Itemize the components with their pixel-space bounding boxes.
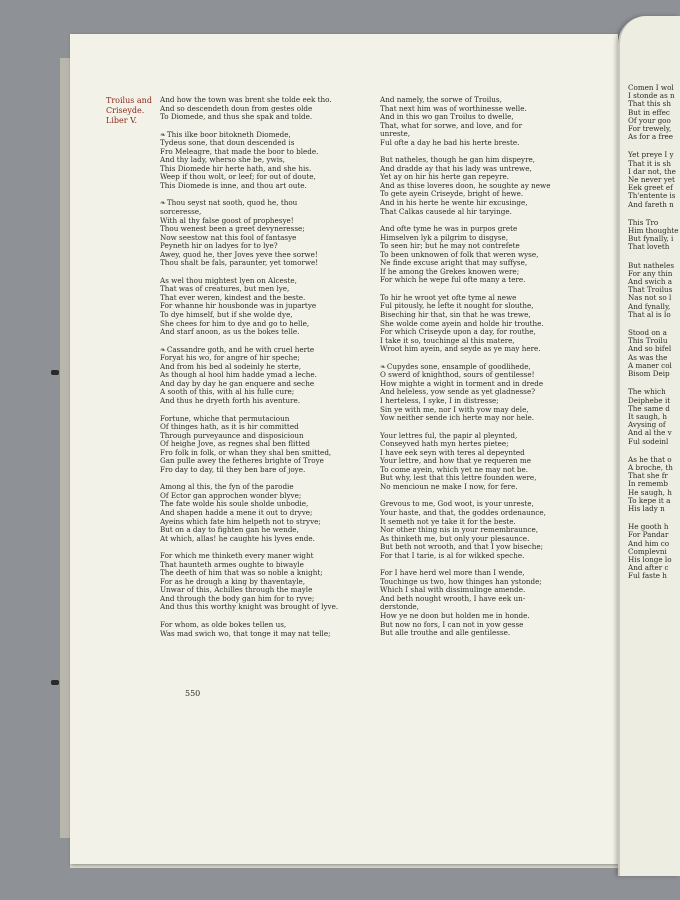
- facing-line: Him thoughte: [628, 226, 679, 236]
- facing-stanza: [628, 262, 679, 319]
- verse-line-text: How mighte a wight in torment and in drede: [380, 378, 544, 388]
- facing-line: But natheles: [628, 260, 675, 270]
- facing-stanza: [628, 456, 679, 513]
- facing-line: For trewely,: [628, 124, 672, 134]
- verse-line-text: And thus he dryeth forth his aventure.: [160, 395, 300, 405]
- verse-line-text: I have eek seyn with teres al depeynted: [380, 447, 525, 457]
- verse-line-text: That Calkas causede al hir taryinge.: [380, 206, 512, 216]
- verse-line-text: sorceresse,: [160, 207, 202, 217]
- stanza: [380, 363, 602, 423]
- verse-line-text: And shapen hadde a mene it out to dryve;: [160, 507, 313, 517]
- verse-line-text: And through the body gan him for to ryve;: [160, 593, 315, 603]
- verse-line-text: Cassandre goth, and he with cruel herte: [166, 344, 315, 354]
- left-text-column: [160, 96, 368, 647]
- verse-line: [380, 483, 602, 492]
- verse-line-text: To been unknowen of folk that weren wyse,: [380, 249, 539, 259]
- verse-line-text: To hir he wroot yet ofte tyme al newe: [380, 292, 517, 302]
- verse-line-text: A sooth of this, with al his fulle cure;: [160, 387, 295, 397]
- stanza: [160, 96, 368, 122]
- facing-line: Th'entente is: [628, 191, 676, 201]
- verse-line-text: To come ayein, which yet ne may not be.: [380, 464, 529, 474]
- facing-line: That it is sh: [628, 158, 671, 168]
- facing-line: As was the: [628, 352, 668, 362]
- facing-line: But in effec: [628, 107, 670, 117]
- facing-line: In rememb: [628, 479, 668, 489]
- facing-line: And him co: [628, 538, 670, 548]
- stanza: [380, 225, 602, 285]
- verse-line-text: But why, lest that this lettre founden were,: [380, 473, 537, 483]
- verse-line-text: Awey, quod he, ther Joves yeve thee sorwe!: [160, 249, 318, 259]
- stanza: [160, 621, 368, 638]
- facing-line: Avysing of: [628, 420, 666, 430]
- facing-line: Ful sodeinl: [628, 436, 669, 446]
- sidenote-line: Criseyde.: [106, 106, 145, 115]
- verse-line-text: Your lettres ful, the papir al pleynted,: [380, 430, 518, 440]
- facing-line: That Troilus: [628, 285, 673, 295]
- verse-line-text: Cupydes sone, ensample of goodlihede,: [386, 361, 531, 371]
- verse-line-text: Of thinges hath, as it is hir committed: [160, 422, 299, 432]
- stanza: [160, 346, 368, 406]
- fleuron-icon: ❧: [160, 199, 166, 208]
- verse-line-text: She chees for him to dye and go to helle,: [160, 318, 310, 328]
- verse-line-text: To seen hir; but he may not contrefete: [380, 241, 520, 251]
- verse-line-text: Among al this, the fyn of the parodie: [160, 482, 294, 492]
- facing-line: I dar not, the: [628, 166, 676, 176]
- stanza: [160, 277, 368, 337]
- facing-line: His lady n: [628, 503, 665, 513]
- facing-line: As he that o: [628, 454, 672, 464]
- facing-line: To kepe it a: [628, 495, 671, 505]
- verse-line-text: And so descendeth doun from gestes olde: [160, 103, 313, 113]
- verse-line-text: And dradde ay that his lady was untrewe,: [380, 163, 532, 173]
- verse-line: [380, 122, 602, 131]
- verse-line-text: For as he drough a king by thaventayle,: [160, 576, 306, 586]
- verse-line-text: Wroot him ayein, and seyde as ye may here.: [380, 344, 541, 354]
- verse-line-text: But on a day to fighten gan he wende,: [160, 525, 299, 535]
- verse-line-text: For that I tarie, is al for wikked speche.: [380, 550, 525, 560]
- stanza: [380, 569, 602, 637]
- facing-line: His longe lo: [628, 554, 672, 564]
- verse-line-text: And thus this worthy knight was brought of lyve.: [160, 602, 339, 612]
- verse-line-text: Your lettre, and how that ye requeren me: [380, 456, 531, 466]
- facing-line: And al the v: [628, 428, 672, 438]
- verse-line-text: As thinketh me, but only your plesaunce.: [380, 533, 530, 543]
- verse-line-text: For whanne hir housbonde was in jupartye: [160, 301, 317, 311]
- facing-stanza: [628, 329, 679, 378]
- facing-line: The which: [628, 387, 666, 397]
- facing-stanza: [628, 219, 679, 252]
- stanza: [160, 552, 368, 612]
- facing-line: It saugh, h: [628, 411, 668, 421]
- stanza: [160, 131, 368, 191]
- facing-line: Eek greet ef: [628, 183, 673, 193]
- verse-line-text: And thy lady, wherso she be, ywis,: [160, 155, 285, 165]
- facing-line: And so bifel: [628, 344, 672, 354]
- facing-line: Complevni: [628, 546, 667, 556]
- stanza: [380, 294, 602, 354]
- verse-line-text: Thou seyst nat sooth, quod he, thou: [166, 198, 298, 208]
- verse-line-text: But natheles, though he gan him dispeyre,: [380, 155, 536, 165]
- facing-stanza: [628, 388, 679, 445]
- running-sidenote: [106, 96, 164, 126]
- facing-line: That this sh: [628, 99, 671, 109]
- verse-line-text: Fro Meleagre, that made the boor to blede.: [160, 146, 319, 156]
- verse-line-text: But beth not wrooth, and that I yow biseche;: [380, 542, 544, 552]
- verse-line-text: This ilke boor bitokneth Diomede,: [166, 129, 291, 139]
- verse-line: [380, 552, 602, 561]
- sidenote-line: Liber V.: [106, 116, 138, 125]
- verse-line-text: This Diomede is inne, and thou art oute.: [160, 180, 307, 190]
- facing-line: That al is lo: [628, 309, 671, 319]
- verse-line-text: This Diomede hir herte hath, and she his.: [160, 163, 312, 173]
- verse-line-text: But now no fors, I can not in yow gesse: [380, 619, 524, 629]
- verse-line-text: And starf anoon, as us the bokes telle.: [160, 327, 300, 337]
- verse-line-text: But alle trouthe and alle gentilesse.: [380, 628, 511, 638]
- verse-line-text: Thou shalt be fals, paraunter, yet tomorwe!: [160, 258, 319, 268]
- verse-line-text: And beth nought wrooth, I have eek un-: [380, 593, 526, 603]
- verse-line-text: I herteless, I syke, I in distresse;: [380, 395, 499, 405]
- facing-line: I stonde as n: [628, 91, 675, 101]
- facing-line: But fynally, i: [628, 234, 674, 244]
- verse-line-text: To Diomede, and thus she spak and tolde.: [160, 112, 313, 122]
- verse-line-text: Gan pulle awey the fetheres brighte of Troye: [160, 456, 324, 466]
- facing-line: That she fr: [628, 471, 668, 481]
- verse-line-text: Peyneth hir on ladyes for to lye?: [160, 241, 278, 251]
- verse-line-text: Weep if thou wolt, or leef; for out of doute,: [160, 172, 316, 182]
- verse-line-text: And as thise loveres doon, he soughte ay newe: [380, 180, 551, 190]
- verse-line-text: Was mad swich wo, that tonge it may nat telle;: [160, 628, 331, 638]
- fleuron-icon: ❧: [160, 130, 166, 139]
- verse-line-text: And in this wo gan Troilus to dwelle,: [380, 112, 514, 122]
- verse-line-text: Of heighe Jove, as regnes shal ben flitted: [160, 439, 310, 449]
- facing-line: Yet preye I y: [628, 150, 674, 160]
- stanza: [380, 500, 602, 560]
- facing-line: A maner col: [628, 360, 672, 370]
- facing-line: This Tro: [628, 217, 659, 227]
- verse-line-text: As though al hool him hadde ymad a leche.: [160, 370, 317, 380]
- facing-line: And swich a: [628, 277, 673, 287]
- verse-line-text: She wolde come ayein and holde hir trouthe.: [380, 318, 544, 328]
- facing-line: Stood on a: [628, 328, 667, 338]
- verse-line-text: The deeth of him that was so noble a knight;: [160, 568, 323, 578]
- facing-line: Comen I wol: [628, 83, 674, 92]
- verse-line-text: That haunteth armes oughte to biwayle: [160, 559, 304, 569]
- verse-line-text: As wel thou mightest lyen on Alceste,: [160, 275, 297, 285]
- verse-line: [380, 208, 602, 217]
- facing-stanza: [628, 84, 679, 141]
- book-page: [70, 34, 618, 864]
- verse-line-text: derstonde,: [380, 602, 419, 612]
- fleuron-icon: ❧: [160, 345, 166, 354]
- verse-line-text: Foryat his wo, for angre of hir speche;: [160, 353, 300, 363]
- verse-line-text: Biseching hir that, sin that he was trewe,: [380, 310, 531, 320]
- verse-line: [160, 259, 368, 268]
- right-text-column: [380, 96, 602, 647]
- facing-stanza: [628, 523, 679, 580]
- facing-line: Ful faste h: [628, 571, 667, 581]
- verse-line-text: Ful pitously, he lefte it nought for slouthe,: [380, 301, 534, 311]
- verse-line-text: Through purveyaunce and disposicioun: [160, 430, 304, 440]
- verse-line-text: For which Criseyde upon a day, for routhe,: [380, 327, 536, 337]
- verse-line-text: Grevous to me, God woot, is your unreste,: [380, 499, 534, 509]
- verse-line-text: Fortune, whiche that permutacioun: [160, 413, 290, 423]
- facing-line: He gooth h: [628, 522, 669, 532]
- verse-line: [380, 276, 602, 285]
- verse-line-text: Fro day to day, til they ben bare of joye.: [160, 464, 306, 474]
- verse-line-text: No mencioun ne make I now, for fere.: [380, 481, 518, 491]
- verse-line-text: Tydeus sone, that doun descended is: [160, 138, 295, 148]
- verse-line-text: To gete ayein Criseyde, bright of hewe.: [380, 189, 524, 199]
- verse-line-text: Of Ector gan approchen wonder blyve;: [160, 490, 302, 500]
- facing-line: Of your goo: [628, 115, 671, 125]
- stanza: [380, 156, 602, 216]
- verse-line-text: Which I shal with dissimulinge amende.: [380, 585, 526, 595]
- verse-line-text: O swerd of knighthod, sours of gentilesse!: [380, 370, 535, 380]
- fleuron-icon: ❧: [380, 362, 386, 371]
- facing-line: A broche, th: [628, 462, 673, 472]
- verse-line-text: Ayeins which fate him helpeth not to stryve;: [160, 516, 321, 526]
- facing-line: Ne never yet: [628, 175, 675, 185]
- verse-line: [160, 182, 368, 191]
- verse-line-text: Conseyved hath myn hertes pietee;: [380, 439, 509, 449]
- verse-line-text: That, what for sorwe, and love, and for: [380, 120, 523, 130]
- page-number: 550: [185, 689, 201, 698]
- facing-line: And fynally,: [628, 301, 671, 311]
- verse-line-text: Touchinge us two, how thinges han ystonde;: [380, 576, 542, 586]
- stanza: [160, 483, 368, 543]
- verse-line: [160, 466, 368, 475]
- verse-line-text: And day by day he gan enquere and seche: [160, 378, 315, 388]
- verse-line-text: That was of creatures, but men lye,: [160, 284, 290, 294]
- facing-line: For Pandar: [628, 530, 669, 540]
- facing-line: Deiphebe it: [628, 395, 671, 405]
- verse-line-text: To dye himself, but if she wolde dye,: [160, 310, 293, 320]
- verse-line-text: Unwar of this, Achilles through the mayle: [160, 585, 313, 595]
- verse-line-text: Ful ofte a day he bad his herte breste.: [380, 137, 520, 147]
- verse-line-text: That ever weren, kindest and the beste.: [160, 292, 306, 302]
- verse-line-text: And namely, the sorwe of Troilus,: [380, 95, 502, 104]
- verse-line: [160, 535, 368, 544]
- stanza: [380, 96, 602, 147]
- verse-line-text: It semeth not ye take it for the beste.: [380, 516, 516, 526]
- stanza: [160, 199, 368, 267]
- facing-line: He saugh, h: [628, 487, 672, 497]
- verse-line-text: Yow neither sende ich herte may nor hele.: [380, 413, 535, 423]
- verse-line-text: And in his herte he wente hir excusinge,: [380, 198, 528, 208]
- binding-clip-bottom: [51, 680, 59, 685]
- facing-line: This Troilu: [628, 336, 668, 346]
- verse-line-text: And how the town was brent she tolde eek tho.: [160, 95, 332, 104]
- sidenote-line: Troilus and: [106, 96, 152, 105]
- verse-line: [160, 630, 368, 639]
- facing-stanza: [628, 151, 679, 208]
- verse-line-text: If he among the Grekes knowen were;: [380, 266, 520, 276]
- stanza: [380, 432, 602, 492]
- facing-line: And after c: [628, 563, 669, 573]
- verse-line-text: Sin ye with me, nor I with yow may dele,: [380, 404, 529, 414]
- facing-page-edge: [618, 16, 680, 876]
- verse-line-text: At which, allas! he caughte his lyves ende.: [160, 533, 315, 543]
- verse-line-text: For which me thinketh every maner wight: [160, 551, 314, 561]
- verse-line-text: The fate wolde his soule sholde unbodie,: [160, 499, 309, 509]
- verse-line: [160, 328, 368, 337]
- verse-line-text: Himselven lyk a pilgrim to disgyse,: [380, 232, 509, 242]
- facing-line: The same d: [628, 403, 670, 413]
- verse-line-text: For which he wepe ful ofte many a tere.: [380, 275, 526, 285]
- facing-line: For any thin: [628, 268, 673, 278]
- binding-clip-top: [51, 370, 59, 375]
- facing-line: And fareth n: [628, 199, 674, 209]
- verse-line-text: And heleless, yow sende as yet gladnesse?: [380, 387, 536, 397]
- verse-line-text: unreste,: [380, 129, 411, 139]
- verse-line: [160, 603, 368, 612]
- verse-line-text: Nor other thing nis in your remembraunce,: [380, 525, 539, 535]
- verse-line-text: That next him was of worthinesse welle.: [380, 103, 527, 113]
- verse-line-text: Your haste, and that, the goddes ordenaunce,: [380, 507, 546, 517]
- verse-line-text: Yet ay on hir his herte gan repeyre.: [380, 172, 510, 182]
- facing-line: As for a free: [628, 132, 674, 142]
- facing-line: That loveth: [628, 242, 670, 252]
- stanza: [160, 415, 368, 475]
- verse-line-text: For whom, as olde bokes tellen us,: [160, 619, 287, 629]
- verse-line: [380, 414, 602, 423]
- verse-line-text: Ne finde excuse aright that may suffyse,: [380, 258, 528, 268]
- facing-line: Nas not so l: [628, 293, 672, 303]
- verse-line-text: Now seestow nat this fool of fantasye: [160, 232, 297, 242]
- verse-line-text: And from his bed al sodeinly he sterte,: [160, 361, 302, 371]
- verse-line-text: And ofte tyme he was in purpos grete: [380, 224, 518, 234]
- verse-line-text: With al thy false goost of prophesye!: [160, 215, 294, 225]
- verse-line-text: I take it so, touchinge al this matere,: [380, 335, 515, 345]
- verse-line: [160, 113, 368, 122]
- verse-line-text: Fro folk in folk, or whan they shal ben smitted,: [160, 447, 332, 457]
- verse-line-text: For I have herd wel more than I wende,: [380, 568, 525, 578]
- facing-line: Bisom Deip: [628, 369, 670, 379]
- facing-page-text: [628, 84, 679, 591]
- verse-line: [160, 397, 368, 406]
- verse-line: [380, 345, 602, 354]
- verse-line-text: Thou wenest been a greet devyneresse;: [160, 224, 305, 234]
- verse-line: [380, 629, 602, 638]
- verse-line: [380, 139, 602, 148]
- verse-line-text: How ye ne doon but holden me in honde.: [380, 610, 530, 620]
